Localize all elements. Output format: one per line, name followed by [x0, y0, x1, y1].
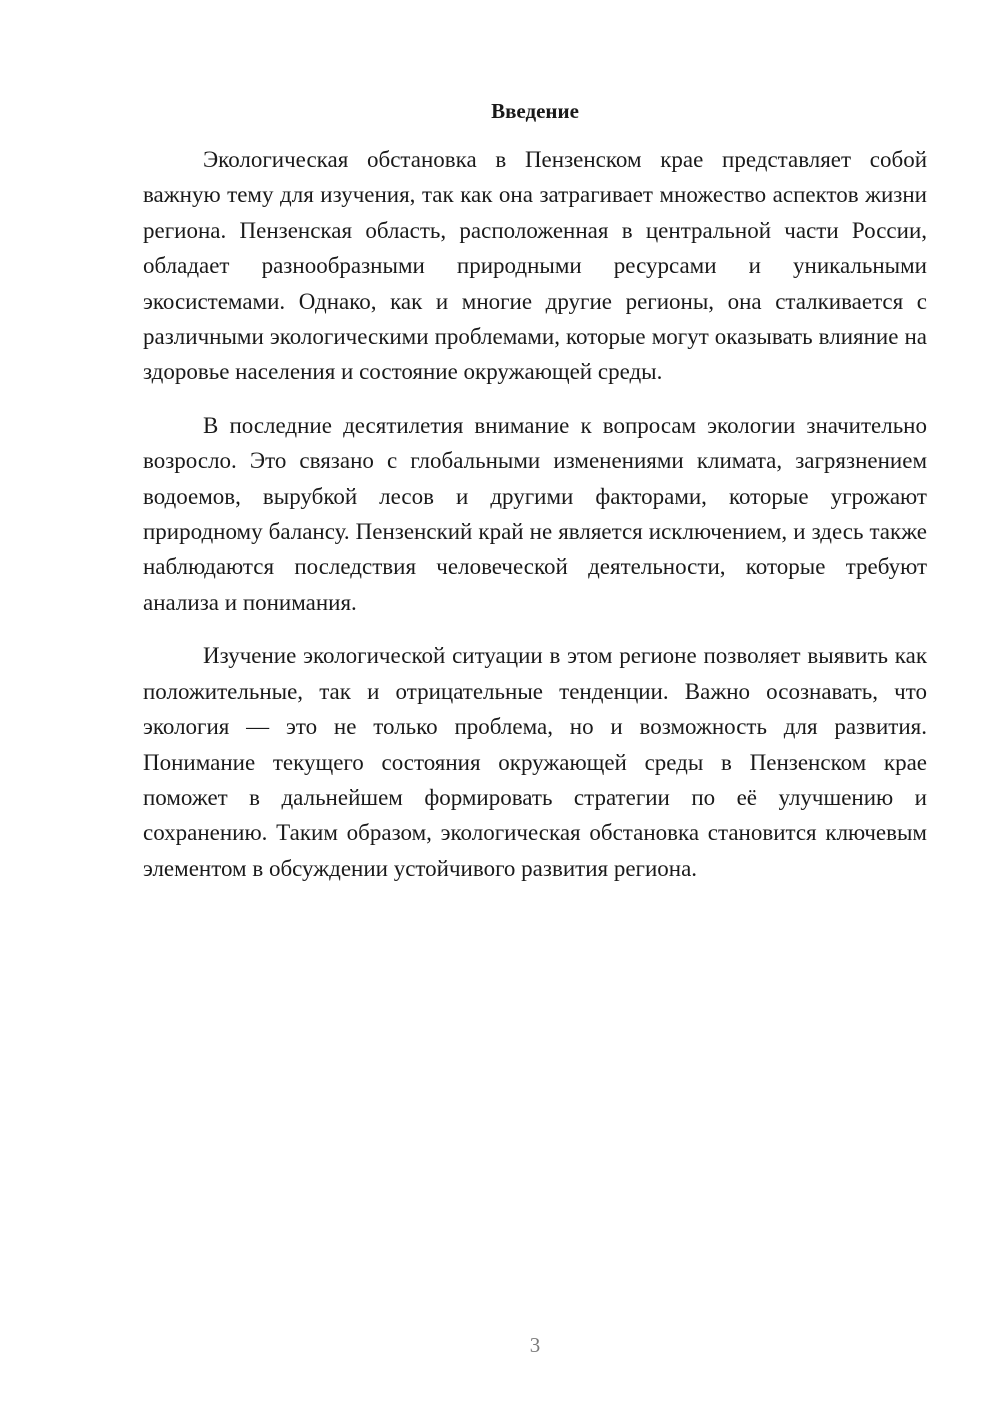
paragraph-1: Экологическая обстановка в Пензенском крае представляет собой важную тему для изучения, так как она затрагивает множество аспектов жизни региона. Пензенская область, расположенная в центральной части России, обладает разнообразными природными ресурсами и уникальными экосистемами. Однако, как и многие другие регионы, она сталкивается с различными экологическими проблемами, которые могут оказывать влияние на здоровье населения и состояние окружающей среды. [143, 147, 927, 385]
section-heading: Введение [491, 99, 579, 123]
paragraph-2: В последние десятилетия внимание к вопросам экологии значительно возросло. Это связано с глобальными изменениями климата, загрязнением водоемов, вырубкой лесов и другими факторами, которые угрожают природному балансу. Пензенский край не является исключением, и здесь также наблюдаются последствия человеческой деятельности, которые требуют анализа и понимания. [143, 412, 927, 615]
page-number: 3 [529, 1333, 541, 1357]
paragraph-3: Изучение экологической ситуации в этом регионе позволяет выявить как положительные, так и отрицательные тенденции. Важно осознавать, что экология — это не только проблема, но и возможность для развития. Понимание текущего состояния окружающей среды в Пензенском крае поможет в дальнейшем формировать стратегии по её улучшению и сохранению. Таким образом, экологическая обстановка становится ключевым элементом в обсуждении устойчивого развития региона. [143, 643, 927, 881]
body-text [143, 142, 927, 904]
